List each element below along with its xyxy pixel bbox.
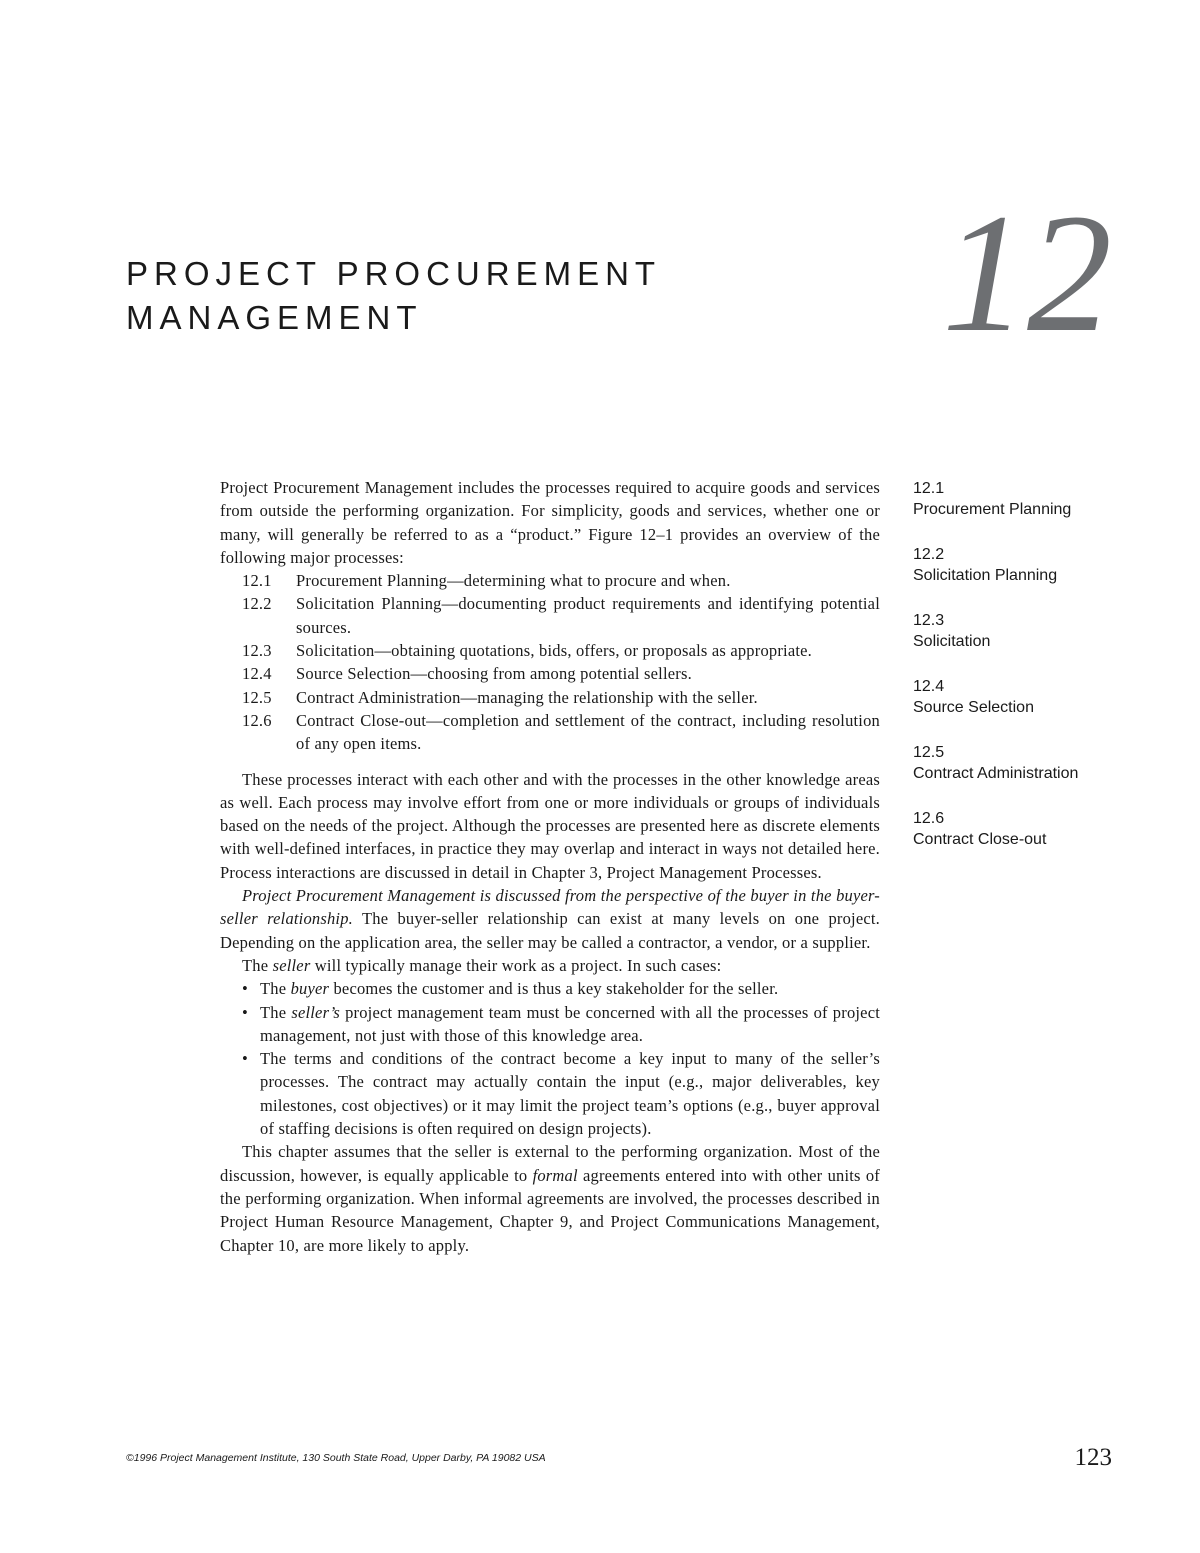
bullet-italic-text: seller’s — [291, 1002, 340, 1022]
bullet-icon: • — [242, 1049, 248, 1069]
process-number: 12.6 — [242, 710, 272, 730]
seller-pre-text: The — [242, 955, 273, 975]
chapter-title-line-1: PROJECT PROCUREMENT — [126, 255, 662, 292]
perspective-italic-text: Project Procurement Management is discussed from the perspective of the buyer in the buyer-seller relationship. — [220, 886, 880, 929]
process-list — [220, 569, 880, 755]
process-text: Procurement Planning—determining what to procure and when. — [296, 571, 731, 591]
external-post-text: agreements entered into with other units of the performing organization. When informal agreements are involved, the processes described in Project Human Resource Management, Chapter 9, and Project Communications Management, Chapter 10, are more likely to apply. — [220, 1165, 880, 1255]
bullet-item — [220, 1047, 880, 1140]
perspective-text: The buyer-seller relationship can exist at many levels on one project. Depending on the application area, the seller may be called a contractor, a vendor, or a supplier. — [220, 909, 880, 952]
seller-italic-text: seller — [272, 955, 311, 975]
interaction-paragraph: These processes interact with each other and with the processes in the other knowledge areas as well. Each process may involve effort from one or more individuals or groups of individuals based on the needs of the project. Although the processes are presented here as discrete elements with well-defined interfaces, in practice they may overlap and interact in ways not detailed here. Process interactions are discussed in detail in Chapter 3, Project Management Processes. — [220, 769, 880, 882]
main-text-column — [220, 476, 880, 1257]
sidebar-item-12-6 — [913, 808, 1153, 850]
sidebar-item-number: 12.6 — [913, 810, 945, 827]
page-number: 123 — [1074, 1444, 1112, 1471]
section-sidebar — [913, 478, 1153, 874]
sidebar-item-label: Source Selection — [913, 699, 1034, 716]
process-text: Contract Close-out—completion and settlement of the contract, including resolution of any open items. — [296, 710, 880, 754]
sidebar-item-label: Solicitation Planning — [913, 567, 1058, 584]
process-item — [220, 569, 880, 592]
process-text: Source Selection—choosing from among potential sellers. — [296, 664, 692, 684]
sidebar-item-number: 12.5 — [913, 744, 945, 761]
sidebar-item-12-5 — [913, 742, 1153, 784]
bullet-item — [220, 1001, 880, 1048]
sidebar-item-label: Contract Close-out — [913, 831, 1047, 848]
process-number: 12.2 — [242, 594, 272, 614]
bullet-item — [220, 977, 880, 1000]
process-text: Solicitation Planning—documenting product requirements and identifying potential sources. — [296, 594, 880, 637]
bullet-list — [220, 977, 880, 1140]
external-paragraph — [220, 1140, 880, 1256]
bullet-post-text: project management team must be concerned with all the processes of project management, not just with those of this knowledge area. — [260, 1002, 881, 1045]
footer-copyright: ©1996 Project Management Institute, 130 South State Road, Upper Darby, PA 19082 USA — [126, 1452, 546, 1464]
intro-paragraph: Project Procurement Management includes the processes required to acquire goods and services from outside the performing organization. For simplicity, goods and services, whether one or many, will generally be referred to as a “product.” Figure 12–1 provides an overview of the following major processes: — [220, 478, 880, 567]
bullet-post-text: becomes the customer and is thus a key stakeholder for the seller. — [329, 979, 779, 999]
bullet-italic-text: buyer — [290, 979, 330, 999]
chapter-title — [126, 252, 886, 340]
external-italic-text: formal — [532, 1165, 578, 1185]
sidebar-item-number: 12.1 — [913, 480, 945, 497]
seller-post-text: will typically manage their work as a project. In such cases: — [310, 955, 722, 975]
process-item — [220, 709, 880, 756]
sidebar-item-label: Contract Administration — [913, 765, 1079, 782]
bullet-pre-text: The — [260, 979, 291, 999]
sidebar-item-12-2 — [913, 544, 1153, 586]
process-number: 12.1 — [242, 571, 272, 591]
process-item — [220, 592, 880, 639]
bullet-post-text: The terms and conditions of the contract become a key input to many of the seller’s processes. The contract may actually contain the input (e.g., major deliverables, key milestones, cost objectives) or it may limit the project team’s options (e.g., buyer approval of staffing decisions is often required on design projects). — [260, 1049, 880, 1139]
process-item — [220, 639, 880, 662]
bullet-pre-text: The — [260, 1002, 292, 1022]
sidebar-item-12-3 — [913, 610, 1153, 652]
external-pre-text: This chapter assumes that the seller is external to the performing organization. Most of the discussion, however, is equally applicable to — [220, 1142, 880, 1185]
perspective-paragraph — [220, 884, 880, 954]
bullet-icon: • — [242, 1002, 248, 1022]
chapter-number: 12 — [942, 179, 1112, 367]
process-item — [220, 662, 880, 685]
sidebar-item-label: Procurement Planning — [913, 501, 1072, 518]
process-item — [220, 686, 880, 709]
bullet-icon: • — [242, 979, 248, 999]
sidebar-item-12-4 — [913, 676, 1153, 718]
sidebar-item-label: Solicitation — [913, 633, 991, 650]
process-number: 12.4 — [242, 664, 272, 684]
sidebar-item-12-1 — [913, 478, 1153, 520]
sidebar-item-number: 12.4 — [913, 678, 945, 695]
sidebar-item-number: 12.2 — [913, 546, 945, 563]
process-number: 12.3 — [242, 641, 272, 661]
chapter-title-line-2: MANAGEMENT — [126, 299, 423, 336]
process-text: Contract Administration—managing the relationship with the seller. — [296, 687, 758, 707]
process-number: 12.5 — [242, 687, 272, 707]
seller-paragraph — [220, 954, 880, 977]
sidebar-item-number: 12.3 — [913, 612, 945, 629]
process-text: Solicitation—obtaining quotations, bids, offers, or proposals as appropriate. — [296, 641, 812, 661]
